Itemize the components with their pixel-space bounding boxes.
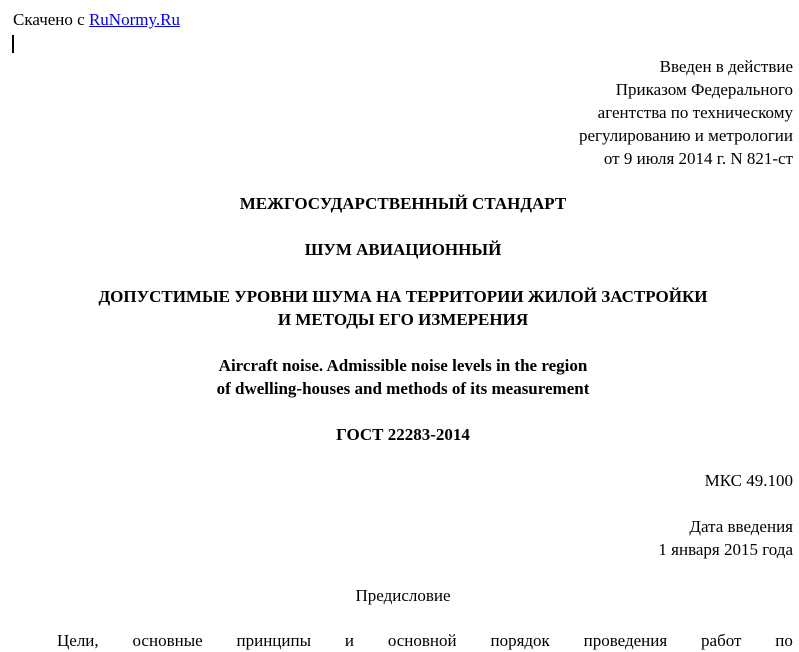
approval-line-4: регулированию и метрологии [578, 126, 793, 145]
standard-title: ШУМ АВИАЦИОННЫЙ [304, 240, 502, 259]
standard-type-heading: МЕЖГОСУДАРСТВЕННЫЙ СТАНДАРТ [239, 194, 567, 213]
download-source [13, 8, 180, 31]
preface-word: проведения [583, 631, 668, 650]
preface-word: работ [701, 631, 742, 650]
runormy-link[interactable]: RuNormy.Ru [88, 10, 180, 29]
approval-line-2: Приказом Федерального [615, 80, 793, 99]
intro-date-label: Дата введения [689, 517, 793, 536]
preface-word: и [344, 631, 354, 650]
english-title-line-2: of dwelling-houses and methods of its measurement [216, 379, 590, 398]
gost-code: ГОСТ 22283-2014 [336, 425, 470, 444]
mks-code: МКС 49.100 [704, 471, 793, 490]
approval-line-1: Введен в действие [659, 57, 793, 76]
preface-heading: Предисловие [355, 586, 451, 605]
preface-word: основные [132, 631, 203, 650]
preface-first-line [57, 629, 793, 652]
approval-line-3: агентства по техническому [597, 103, 793, 122]
preface-word: принципы [236, 631, 312, 650]
preface-word: порядок [490, 631, 550, 650]
standard-subtitle-line-2: И МЕТОДЫ ЕГО ИЗМЕРЕНИЯ [277, 310, 529, 329]
preface-word: по [775, 631, 793, 650]
approval-line-5: от 9 июля 2014 г. N 821-ст [603, 149, 793, 168]
preface-word: Цели, [57, 631, 99, 650]
intro-date-value: 1 января 2015 года [658, 540, 793, 559]
preface-word: основной [387, 631, 457, 650]
english-title-line-1: Aircraft noise. Admissible noise levels in the region [218, 356, 588, 375]
text-cursor [12, 35, 14, 53]
standard-subtitle-line-1: ДОПУСТИМЫЕ УРОВНИ ШУМА НА ТЕРРИТОРИИ ЖИЛОЙ ЗАСТРОЙКИ [98, 287, 708, 306]
download-prefix: Скачено с [13, 10, 85, 29]
